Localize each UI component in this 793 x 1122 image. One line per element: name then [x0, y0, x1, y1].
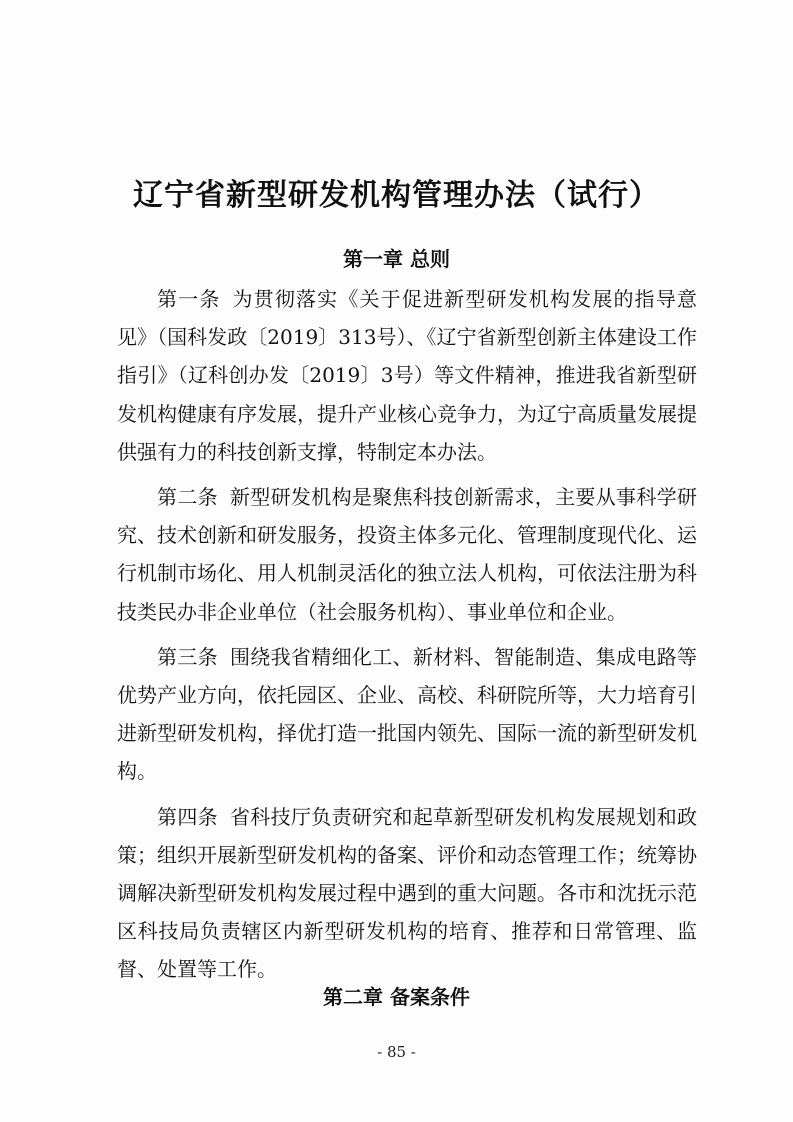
- article-text: 围绕我省精细化工、新材料、智能制造、集成电路等优势产业方向，依托园区、企业、高校、科研院所等，大力培育引进新型研发机构，择优打造一批国内领先、国际一流的新型研发机构。: [117, 644, 698, 784]
- document-title: 辽宁省新型研发机构管理办法（试行）: [133, 178, 660, 213]
- article-text: 为贯彻落实《关于促进新型研发机构发展的指导意见》（国科发政〔2019〕313号）、《辽宁省新型创新主体建设工作指引》（辽科创办发〔2019〕3号）等文件精神，推进我省新型研发机构健康有序发展，提升产业核心竞争力，为辽宁高质量发展提供强有力的科技创新支撑，特制定本办法。: [117, 287, 697, 464]
- article-paragraph: [117, 280, 697, 471]
- article-label: 第二条: [157, 485, 218, 510]
- chapter-heading-1: 第一章 总则: [343, 247, 450, 271]
- article-label: 第三条: [157, 644, 218, 669]
- article-text: 省科技厅负责研究和起草新型研发机构发展规划和政策；组织开展新型研发机构的备案、评价和动态管理工作；统筹协调解决新型研发机构发展过程中遇到的重大问题。各市和沈抚示范区科技局负责辖区内新型研发机构的培育、推荐和日常管理、监督、处置等工作。: [117, 804, 698, 982]
- article-paragraph: [117, 638, 697, 791]
- document-body: [117, 280, 697, 996]
- article-paragraph: [117, 478, 697, 631]
- article-label: 第一条: [157, 287, 221, 311]
- page-number: - 85 -: [377, 1043, 416, 1061]
- article-label: 第四条: [157, 804, 218, 829]
- chapter-heading-2: 第二章 备案条件: [323, 985, 470, 1009]
- article-paragraph: [117, 798, 697, 989]
- article-text: 新型研发机构是聚焦科技创新需求，主要从事科学研究、技术创新和研发服务，投资主体多元化、管理制度现代化、运行机制市场化、用人机制灵活化的独立法人机构，可依法注册为科技类民办非企业单位（社会服务机构）、事业单位和企业。: [117, 485, 698, 624]
